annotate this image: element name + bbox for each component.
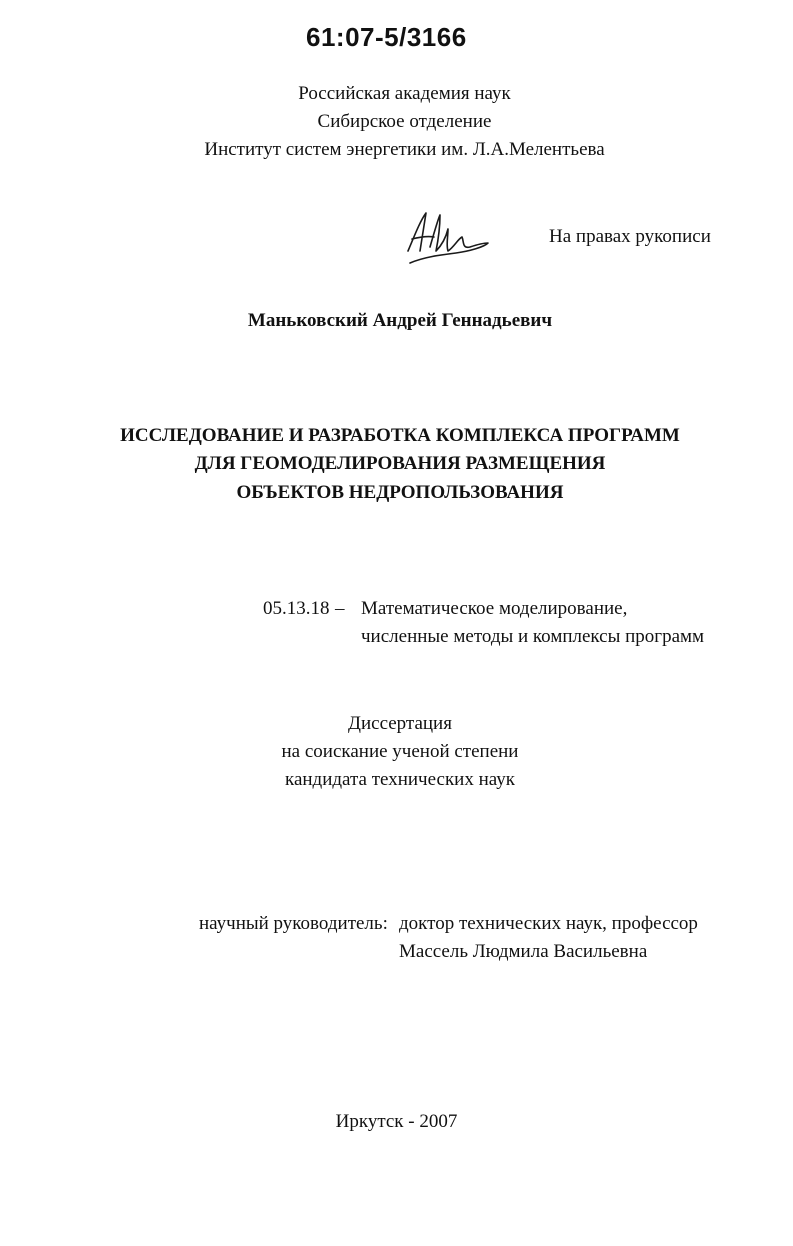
- title-line-3: ОБЪЕКТОВ НЕДРОПОЛЬЗОВАНИЯ: [236, 482, 564, 503]
- supervisor-name: Массель Людмила Васильевна: [399, 941, 648, 962]
- supervisor-label: научный руководитель:: [199, 913, 388, 934]
- title-line-1: ИССЛЕДОВАНИЕ И РАЗРАБОТКА КОМПЛЕКСА ПРОГРАММ: [120, 425, 680, 446]
- branch-name: Сибирское отделение: [317, 111, 492, 132]
- degree-line-3: кандидата технических наук: [285, 769, 515, 790]
- archive-code: 61:07-5/3166: [306, 22, 467, 52]
- author-name: Маньковский Андрей Геннадьевич: [247, 310, 553, 331]
- manuscript-rights-note: На правах рукописи: [549, 226, 711, 247]
- specialty-code: 05.13.18: [263, 598, 330, 619]
- document-type: Диссертация: [348, 713, 452, 734]
- specialty-dash: –: [335, 598, 345, 619]
- degree-line-2: на соискание ученой степени: [281, 741, 519, 762]
- institute-name: Институт систем энергетики им. Л.А.Мелентьева: [204, 139, 605, 160]
- supervisor-title: доктор технических наук, профессор: [399, 913, 698, 934]
- academy-name: Российская академия наук: [298, 83, 511, 104]
- place-and-year: Иркутск - 2007: [335, 1111, 458, 1132]
- specialty-name-line-2: численные методы и комплексы программ: [361, 626, 705, 647]
- handwritten-signature: [400, 207, 492, 267]
- title-line-2: ДЛЯ ГЕОМОДЕЛИРОВАНИЯ РАЗМЕЩЕНИЯ: [194, 453, 606, 474]
- specialty-name-line-1: Математическое моделирование,: [361, 598, 628, 619]
